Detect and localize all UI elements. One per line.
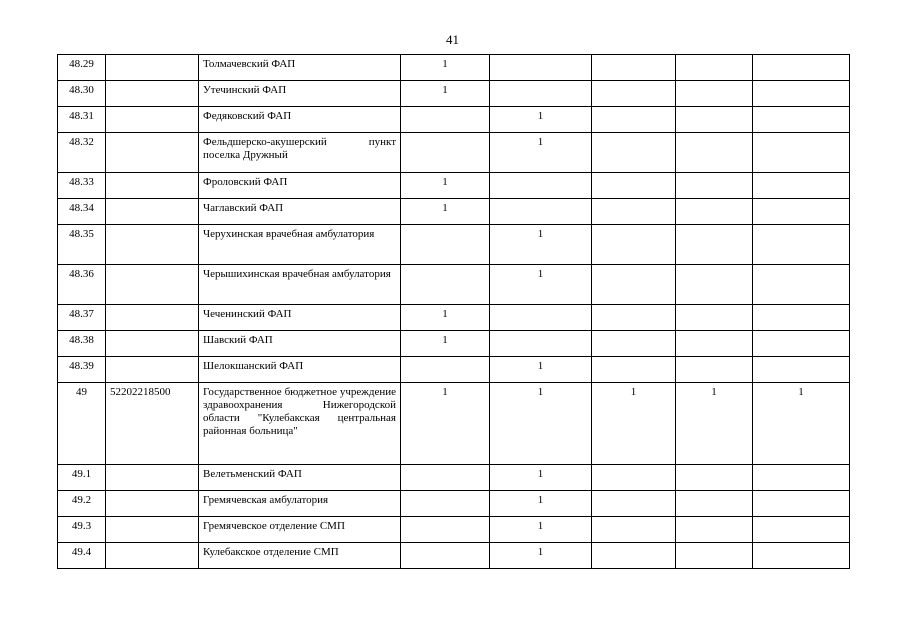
row-name-cell: Велетьменский ФАП	[199, 465, 401, 491]
row-value-cell-3	[592, 305, 676, 331]
row-value-cell-3	[592, 331, 676, 357]
row-value-cell-3	[592, 173, 676, 199]
row-value-cell-2	[490, 55, 592, 81]
row-value-cell-2: 1	[490, 225, 592, 265]
row-value-cell-4	[676, 305, 753, 331]
row-name-cell: Шавский ФАП	[199, 331, 401, 357]
row-value-cell-2: 1	[490, 517, 592, 543]
row-value-cell-1: 1	[401, 199, 490, 225]
row-code-cell	[106, 331, 199, 357]
row-value-cell-2: 1	[490, 383, 592, 465]
row-value-cell-5	[753, 465, 850, 491]
row-code-cell	[106, 107, 199, 133]
row-value-cell-1	[401, 517, 490, 543]
row-value-cell-4	[676, 357, 753, 383]
row-number-cell: 49.3	[58, 517, 106, 543]
table-row	[58, 305, 850, 331]
row-value-cell-2: 1	[490, 543, 592, 569]
table-row	[58, 107, 850, 133]
row-value-cell-3	[592, 357, 676, 383]
table-row	[58, 331, 850, 357]
row-value-cell-3	[592, 491, 676, 517]
row-value-cell-5	[753, 107, 850, 133]
row-name-cell: Гремячевское отделение СМП	[199, 517, 401, 543]
row-value-cell-3	[592, 55, 676, 81]
row-code-cell	[106, 305, 199, 331]
row-name-cell: Утечинский ФАП	[199, 81, 401, 107]
row-code-cell	[106, 357, 199, 383]
row-number-cell: 48.36	[58, 265, 106, 305]
row-value-cell-5	[753, 265, 850, 305]
row-value-cell-2: 1	[490, 107, 592, 133]
row-number-cell: 48.38	[58, 331, 106, 357]
row-code-cell	[106, 173, 199, 199]
page-number: 41	[446, 32, 459, 47]
row-value-cell-1	[401, 107, 490, 133]
row-name-cell: Государственное бюджетное учреждение здравоохранения Нижегородской области "Кулебакская центральная районная больница"	[199, 383, 401, 465]
row-value-cell-4	[676, 199, 753, 225]
row-value-cell-2	[490, 331, 592, 357]
table-row	[58, 491, 850, 517]
row-code-cell	[106, 225, 199, 265]
row-value-cell-3	[592, 81, 676, 107]
table-body	[58, 55, 850, 569]
row-code-cell	[106, 465, 199, 491]
row-value-cell-2: 1	[490, 465, 592, 491]
row-value-cell-5	[753, 173, 850, 199]
row-value-cell-1	[401, 133, 490, 173]
row-number-cell: 49	[58, 383, 106, 465]
row-code-cell	[106, 543, 199, 569]
row-name-cell: Чаглавский ФАП	[199, 199, 401, 225]
row-value-cell-3	[592, 133, 676, 173]
row-value-cell-5	[753, 491, 850, 517]
row-name-cell: Кулебакское отделение СМП	[199, 543, 401, 569]
row-code-cell	[106, 517, 199, 543]
row-value-cell-5: 1	[753, 383, 850, 465]
row-value-cell-3	[592, 225, 676, 265]
row-code-cell: 52202218500	[106, 383, 199, 465]
row-value-cell-1: 1	[401, 383, 490, 465]
row-number-cell: 48.39	[58, 357, 106, 383]
row-value-cell-1: 1	[401, 173, 490, 199]
row-code-cell	[106, 199, 199, 225]
row-value-cell-4	[676, 133, 753, 173]
row-name-cell: Шелокшанский ФАП	[199, 357, 401, 383]
row-code-cell	[106, 491, 199, 517]
row-value-cell-3	[592, 517, 676, 543]
row-value-cell-4	[676, 55, 753, 81]
row-number-cell: 48.29	[58, 55, 106, 81]
row-number-cell: 48.33	[58, 173, 106, 199]
row-value-cell-5	[753, 517, 850, 543]
row-number-cell: 48.32	[58, 133, 106, 173]
row-name-cell: Черышихинская врачебная амбулатория	[199, 265, 401, 305]
row-value-cell-2	[490, 173, 592, 199]
row-value-cell-4	[676, 265, 753, 305]
row-value-cell-3	[592, 543, 676, 569]
row-value-cell-2: 1	[490, 265, 592, 305]
row-name-cell: Фельдшерско-акушерский пункт поселка Дружный	[199, 133, 401, 173]
row-value-cell-4: 1	[676, 383, 753, 465]
row-value-cell-4	[676, 543, 753, 569]
table-row	[58, 517, 850, 543]
row-number-cell: 49.4	[58, 543, 106, 569]
row-number-cell: 49.2	[58, 491, 106, 517]
table-row	[58, 225, 850, 265]
row-value-cell-1	[401, 265, 490, 305]
row-name-cell: Чеченинский ФАП	[199, 305, 401, 331]
row-value-cell-5	[753, 225, 850, 265]
row-value-cell-4	[676, 107, 753, 133]
row-value-cell-5	[753, 331, 850, 357]
table-row	[58, 173, 850, 199]
row-number-cell: 49.1	[58, 465, 106, 491]
row-code-cell	[106, 133, 199, 173]
row-value-cell-2	[490, 199, 592, 225]
row-value-cell-4	[676, 225, 753, 265]
table-row	[58, 265, 850, 305]
table-row	[58, 543, 850, 569]
table-row	[58, 383, 850, 465]
row-value-cell-3	[592, 465, 676, 491]
row-value-cell-5	[753, 305, 850, 331]
row-value-cell-3	[592, 107, 676, 133]
row-value-cell-3	[592, 265, 676, 305]
row-value-cell-2: 1	[490, 491, 592, 517]
row-number-cell: 48.37	[58, 305, 106, 331]
row-value-cell-1: 1	[401, 55, 490, 81]
row-value-cell-1: 1	[401, 81, 490, 107]
row-value-cell-5	[753, 543, 850, 569]
row-value-cell-5	[753, 81, 850, 107]
row-name-cell: Гремячевская амбулатория	[199, 491, 401, 517]
row-value-cell-1	[401, 225, 490, 265]
row-value-cell-4	[676, 81, 753, 107]
row-value-cell-4	[676, 491, 753, 517]
row-value-cell-1	[401, 357, 490, 383]
row-value-cell-2	[490, 81, 592, 107]
row-value-cell-1: 1	[401, 331, 490, 357]
row-value-cell-1	[401, 543, 490, 569]
row-value-cell-4	[676, 331, 753, 357]
row-value-cell-3	[592, 199, 676, 225]
row-number-cell: 48.31	[58, 107, 106, 133]
row-value-cell-2: 1	[490, 357, 592, 383]
row-value-cell-2: 1	[490, 133, 592, 173]
row-name-cell: Федяковский ФАП	[199, 107, 401, 133]
row-value-cell-5	[753, 199, 850, 225]
row-code-cell	[106, 55, 199, 81]
table-row	[58, 81, 850, 107]
row-name-cell: Толмачевский ФАП	[199, 55, 401, 81]
row-number-cell: 48.34	[58, 199, 106, 225]
row-value-cell-3: 1	[592, 383, 676, 465]
row-value-cell-4	[676, 517, 753, 543]
table-row	[58, 465, 850, 491]
row-number-cell: 48.35	[58, 225, 106, 265]
row-name-cell: Фроловский ФАП	[199, 173, 401, 199]
row-name-cell: Черухинская врачебная амбулатория	[199, 225, 401, 265]
row-value-cell-5	[753, 55, 850, 81]
row-value-cell-1	[401, 465, 490, 491]
row-value-cell-5	[753, 133, 850, 173]
row-code-cell	[106, 81, 199, 107]
row-value-cell-4	[676, 173, 753, 199]
row-value-cell-1: 1	[401, 305, 490, 331]
table-row	[58, 55, 850, 81]
row-value-cell-5	[753, 357, 850, 383]
table-row	[58, 133, 850, 173]
row-value-cell-1	[401, 491, 490, 517]
row-value-cell-2	[490, 305, 592, 331]
row-value-cell-4	[676, 465, 753, 491]
row-number-cell: 48.30	[58, 81, 106, 107]
row-code-cell	[106, 265, 199, 305]
table-row	[58, 357, 850, 383]
table-row	[58, 199, 850, 225]
data-table	[57, 54, 850, 569]
